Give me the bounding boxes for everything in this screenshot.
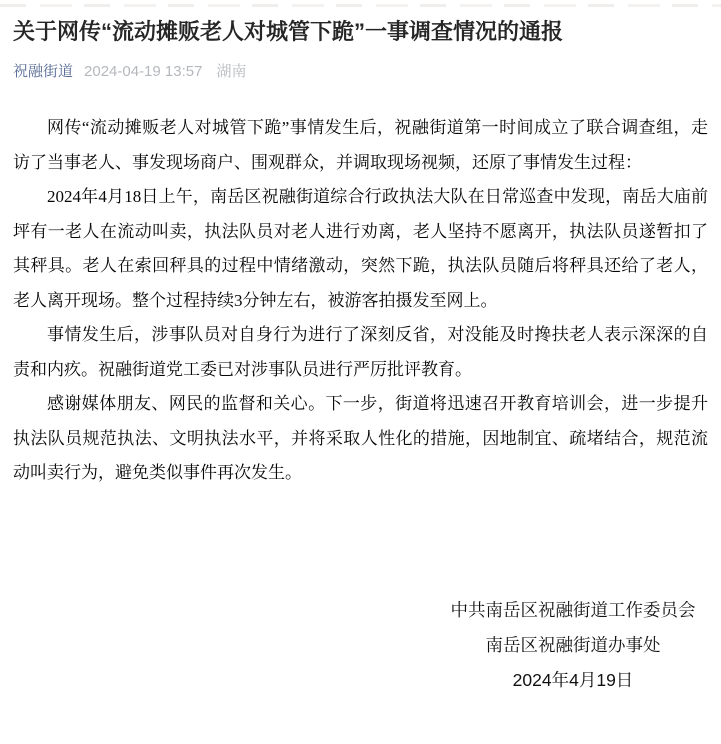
signature-office: 南岳区祝融街道办事处	[485, 634, 661, 655]
paragraph-next-steps: 感谢媒体朋友、网民的监督和关心。下一步，街道将迅速召开教育培训会，进一步提升执法队员规范执法、文明执法水平，并将采取人性化的措施，因地制宜、疏堵结合，规范流动叫卖行为，避免类似事件再次发生。	[13, 394, 708, 482]
article-meta	[13, 63, 708, 81]
article-page	[0, 17, 721, 698]
article-title: 关于网传“流动摊贩老人对城管下跪”一事调查情况的通报	[13, 19, 564, 44]
publish-location: 湖南	[216, 63, 247, 80]
signature-date: 2024年4月19日	[512, 669, 634, 690]
account-name-link[interactable]: 祝融街道	[13, 63, 74, 80]
signature-block	[438, 593, 708, 698]
publish-datetime: 2024-04-19 13:57	[84, 63, 203, 80]
paragraph-investigation-intro: 网传“流动摊贩老人对城管下跪”事情发生后，祝融街道第一时间成立了联合调查组，走访了当事老人、事发现场商户、围观群众，并调取现场视频，还原了事情发生过程：	[13, 118, 708, 172]
paragraph-self-reflection: 事情发生后，涉事队员对自身行为进行了深刻反省，对没能及时搀扶老人表示深深的自责和内疚。祝融街道党工委已对涉事队员进行严厉批评教育。	[13, 325, 708, 379]
paragraph-incident-details: 2024年4月18日上午，南岳区祝融街道综合行政执法大队在日常巡查中发现，南岳大庙前坪有一老人在流动叫卖，执法队员对老人进行劝离，老人坚持不愿离开，执法队员遂暂扣了其秤具。老人在索回秤具的过程中情绪激动，突然下跪，执法队员随后将秤具还给了老人，老人离开现场。整个过程持续3分钟左右，被游客拍摄发至网上。	[13, 187, 708, 310]
signature-committee: 中共南岳区祝融街道工作委员会	[450, 599, 696, 620]
article-body	[13, 111, 708, 491]
cropped-content-edge	[0, 4, 721, 7]
